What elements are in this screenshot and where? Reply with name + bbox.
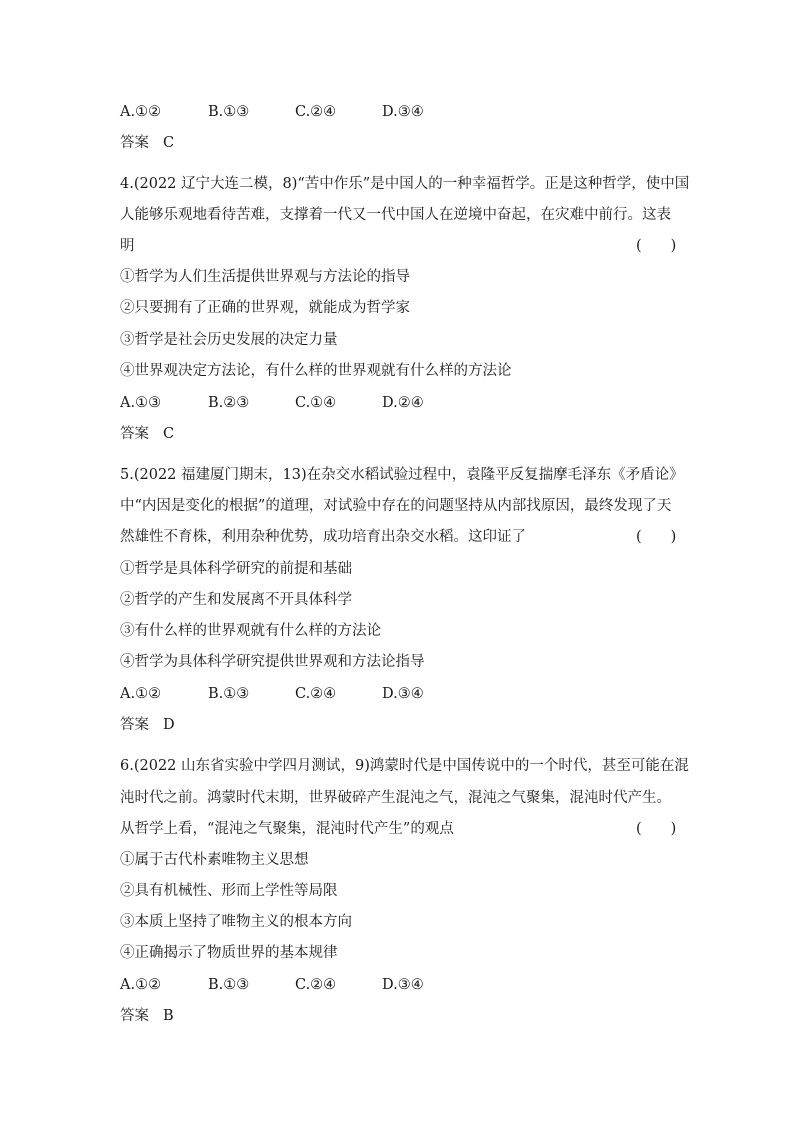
q4-stem-line-2: 人能够乐观地看待苦难，支撑着一代又一代中国人在逆境中奋起，在灾难中前行。这表	[120, 207, 671, 223]
answer-label: 答案	[120, 426, 149, 442]
answer-value: C	[163, 135, 175, 151]
q5-stem-line-1: 5.(2022 福建厦门期末，13)在杂交水稻试验过程中，袁隆平反复揣摩毛泽东《矛盾论》	[120, 467, 684, 483]
q5-stem-line-2: 中“内因是变化的根据”的道理，对试验中存在的问题坚持从内部找原因，最终发现了天	[120, 498, 672, 514]
q6-stem-line-2: 沌时代之前。鸿蒙时代末期，世界破碎产生混沌之气，混沌之气聚集，混沌时代产生。	[120, 790, 671, 806]
q4-stem-line-1: 4.(2022 辽宁大连二模，8)“苦中作乐”是中国人的一种幸福哲学。正是这种哲学，使中国	[120, 176, 690, 192]
q6-option-b: B.①③	[208, 977, 250, 993]
q5-option-a: A.①②	[120, 686, 162, 702]
q6-option-c: C.②④	[295, 977, 337, 993]
q4-option-a: A.①③	[120, 395, 162, 411]
answer-value: B	[163, 1008, 174, 1024]
q5-option-b: B.①③	[208, 686, 250, 702]
q6-item-2: ②具有机械性、形而上学性等局限	[120, 883, 338, 899]
q4-item-2: ②只要拥有了正确的世界观，就能成为哲学家	[120, 300, 410, 316]
answer-label: 答案	[120, 717, 149, 733]
q4-answer-blank: ( )	[636, 238, 677, 254]
q5-answer	[120, 715, 175, 735]
answer-label: 答案	[120, 1008, 149, 1024]
q6-answer	[120, 1006, 174, 1026]
q5-item-3: ③有什么样的世界观就有什么样的方法论	[120, 623, 381, 639]
q5-stem-line-3: 然雄性不育株，利用杂种优势，成功培育出杂交水稻。这印证了	[120, 529, 526, 545]
answer-value: D	[163, 717, 175, 733]
q3-option-a: A.①②	[120, 104, 162, 120]
q6-item-4: ④正确揭示了物质世界的基本规律	[120, 945, 338, 961]
q4-stem-line-3: 明	[120, 238, 135, 254]
q6-answer-blank: ( )	[636, 821, 677, 837]
answer-value: C	[163, 426, 175, 442]
q4-item-4: ④世界观决定方法论，有什么样的世界观就有什么样的方法论	[120, 363, 512, 379]
q4-option-b: B.②③	[208, 395, 250, 411]
q3-option-b: B.①③	[208, 104, 250, 120]
q5-item-1: ①哲学是具体科学研究的前提和基础	[120, 561, 352, 577]
answer-label: 答案	[120, 135, 149, 151]
q4-answer	[120, 424, 174, 444]
q3-option-d: D.③④	[382, 104, 424, 120]
q6-option-a: A.①②	[120, 977, 162, 993]
q6-item-1: ①属于古代朴素唯物主义思想	[120, 852, 309, 868]
q5-item-2: ②哲学的产生和发展离不开具体科学	[120, 592, 352, 608]
q6-stem-line-3: 从哲学上看，“混沌之气聚集，混沌时代产生”的观点	[120, 821, 454, 837]
q6-option-d: D.③④	[382, 977, 424, 993]
q3-answer	[120, 133, 174, 153]
q5-option-c: C.②④	[295, 686, 337, 702]
q4-item-3: ③哲学是社会历史发展的决定力量	[120, 332, 338, 348]
q4-option-c: C.①④	[295, 395, 337, 411]
q6-stem-line-1: 6.(2022 山东省实验中学四月测试，9)鸿蒙时代是中国传说中的一个时代，甚至可能在混	[120, 758, 689, 774]
q4-item-1: ①哲学为人们生活提供世界观与方法论的指导	[120, 269, 410, 285]
q6-item-3: ③本质上坚持了唯物主义的根本方向	[120, 914, 352, 930]
q4-option-d: D.②④	[382, 395, 424, 411]
q3-option-c: C.②④	[295, 104, 337, 120]
q5-item-4: ④哲学为具体科学研究提供世界观和方法论指导	[120, 654, 425, 670]
q5-option-d: D.③④	[382, 686, 424, 702]
q5-answer-blank: ( )	[636, 529, 677, 545]
